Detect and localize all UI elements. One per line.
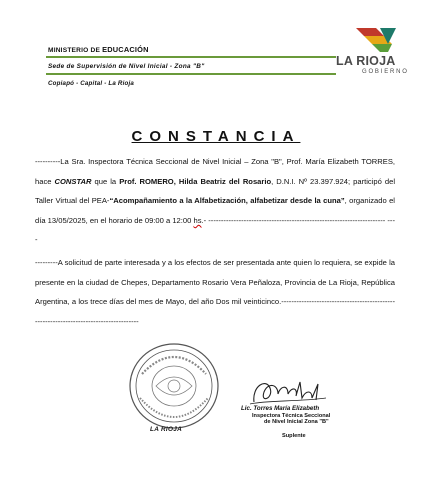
hours-unit: hs — [193, 215, 202, 225]
logo-title: LA RIOJA — [336, 54, 396, 68]
p1-text: que la — [91, 176, 120, 186]
signatory-role: Suplente — [282, 433, 306, 439]
location-line: Copiapó - Capital - La Rioja — [48, 80, 135, 87]
issuance-paragraph: ---------A solicitud de parte interesada y a los efectos de ser presentada ante quien lo requiera, se expide la presente en la ciudad de Chepes, Departamento Rosario Vera Peñaloza, Provincia de La Rioja, República Argentina, a los trece días del mes de Mayo, del año Dos mil veinticinco.-------------------------------------------------------------------------------------- — [35, 258, 395, 326]
ministry-name — [48, 45, 149, 54]
constar-word: CONSTAR — [54, 176, 92, 186]
p1-text: , D.N.I. Nº 23.397.924; participó del Taller Virtual del PEA- — [35, 176, 396, 206]
document-header — [0, 0, 432, 96]
signatory-title: de Nivel Inicial Zona "B" — [264, 419, 329, 425]
header-rule — [46, 56, 336, 58]
official-seal-icon — [126, 340, 222, 440]
ministry-prefix: MINISTERIO DE — [48, 47, 103, 54]
course-name: “Acompañamiento a la Alfabetización, alfabetizar desde la cuna” — [109, 196, 345, 206]
p1-text: .- ---------------------------------------------------------------------- ---- — [35, 215, 395, 245]
certificate-paragraph — [35, 152, 395, 250]
signatory-name: Lic. Torres María Elizabeth — [241, 405, 320, 412]
header-rule — [46, 73, 336, 75]
p1-text: ----------La Sra. Inspectora Técnica Seccional de Nivel Inicial – Zona "B", Prof. María Elizabeth TORRES, hace — [35, 157, 395, 186]
p1-text: , organizado el día 13/05/2025, en el horario de 09:00 a 12:00 — [35, 196, 395, 225]
signatory-title: Inspectora Técnica Seccional — [252, 413, 331, 419]
supervision-name: Sede de Supervisión de Nivel Inicial - Zona "B" — [48, 63, 205, 70]
document-title: CONSTANCIA — [131, 128, 301, 145]
seal-text: LA RIOJA — [150, 426, 182, 433]
logo-subtitle: GOBIERNO — [362, 69, 409, 75]
ministry-edu: EDUCACIÓN — [102, 45, 149, 54]
participant-name: Prof. ROMERO, Hilda Beatriz del Rosario — [119, 176, 272, 186]
